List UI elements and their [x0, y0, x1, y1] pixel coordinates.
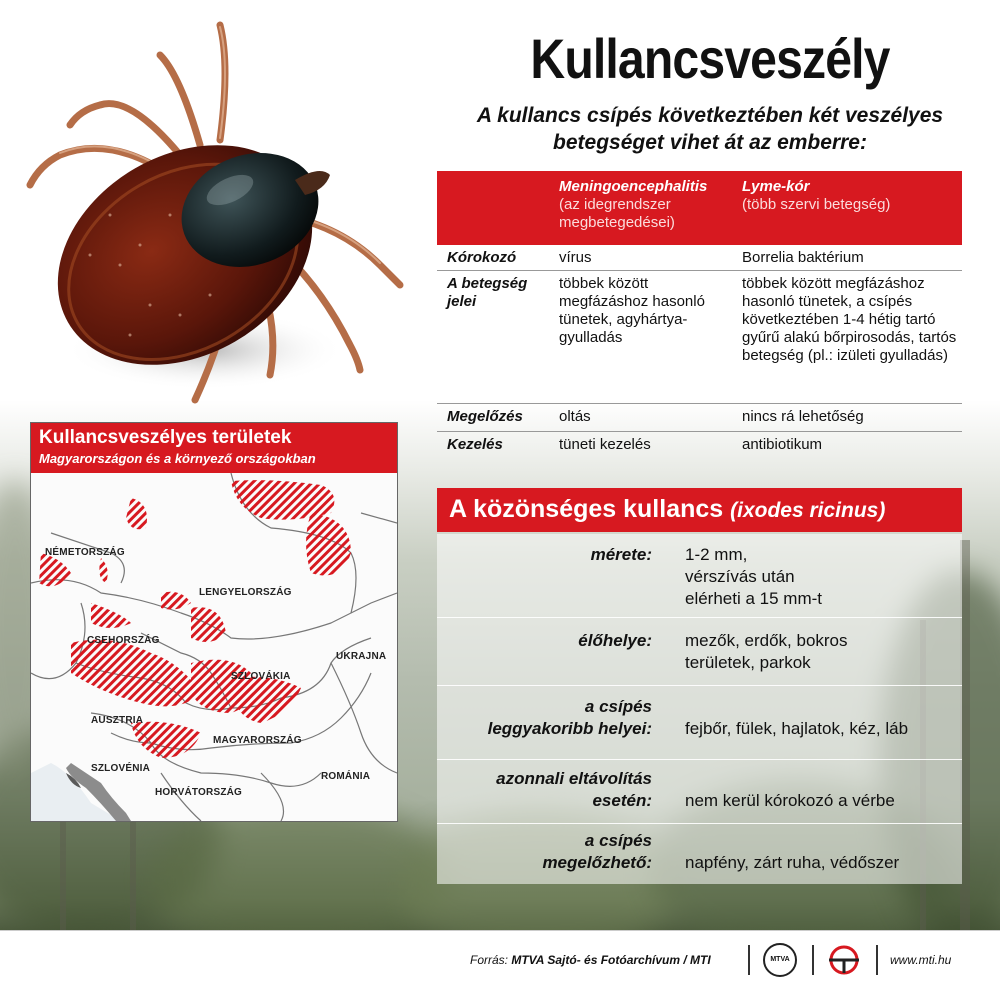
page-subtitle [430, 102, 990, 156]
map-title: Kullancsveszélyes területek [39, 427, 292, 448]
lyme-title: Lyme-kór [742, 178, 810, 195]
table-row [437, 271, 962, 404]
fact-value: napfény, zárt ruha, védőszer [685, 853, 900, 872]
label-poland: LENGYELORSZÁG [199, 587, 292, 598]
header-lyme [742, 178, 957, 214]
disease-table-header [437, 171, 962, 245]
footer-divider [748, 945, 750, 975]
label-czechia: CSEHORSZÁG [87, 635, 160, 646]
meningo-title: Meningoencephalitis [559, 178, 708, 195]
source-credit [470, 953, 711, 967]
mti-logo-icon [827, 943, 861, 977]
header-meningo [559, 178, 734, 232]
footer-url: www.mti.hu [890, 953, 952, 967]
common-title-text: A közönséges kullancs [449, 495, 724, 523]
table-row [437, 245, 962, 271]
common-latin-name: (ixodes ricinus) [730, 499, 886, 522]
label-germany: NÉMETORSZÁG [45, 547, 125, 558]
risk-map-panel [30, 422, 398, 822]
label-romania: ROMÁNIA [321, 771, 371, 782]
tick-illustration [20, 15, 420, 415]
label-croatia: HORVÁTORSZÁG [155, 787, 243, 798]
label-hungary: MAGYARORSZÁG [213, 735, 302, 746]
row-label: Megelőzés [447, 408, 523, 425]
fact-row [437, 686, 962, 760]
fact-row [437, 760, 962, 824]
fact-value: fejbőr, fülek, hajlatok, kéz, láb [685, 719, 909, 738]
mtva-logo-icon: MTVA [763, 943, 797, 977]
row-value-lyme: többek között megfázáshoz hasonló tünetek, a csípés következtében 1-4 hétig tartó gyűrű alakú bőrpirosodás, tartós betegség (pl.: izületi gyulladás) [742, 275, 957, 364]
row-value-meningo: tüneti kezelés [559, 436, 651, 453]
fact-row [437, 618, 962, 686]
fact-value: 1-2 mm, vérszívás után elérheti a 15 mm-t [685, 545, 822, 608]
table-row [437, 404, 962, 432]
fact-key: mérete: [590, 545, 652, 564]
lyme-subtitle: (több szervi betegség) [742, 196, 891, 213]
label-slovenia: SZLOVÉNIA [91, 763, 151, 774]
label-austria: AUSZTRIA [91, 715, 144, 726]
source-prefix: Forrás: [470, 953, 509, 967]
source-name: MTVA Sajtó- és Fotóarchívum / MTI [511, 953, 711, 967]
fact-row [437, 824, 962, 884]
footer [0, 930, 1000, 985]
row-value-meningo: többek között megfázáshoz hasonló tünetek, agyhártya-gyulladás [559, 275, 705, 346]
subtitle-line-1: A kullancs csípés következtében két veszélyes [476, 104, 944, 127]
row-label: Kórokozó [447, 249, 517, 266]
fact-key: azonnali eltávolítás esetén: [496, 769, 652, 810]
page-title: Kullancsveszély [530, 27, 890, 90]
table-row [437, 432, 962, 460]
row-value-lyme: antibiotikum [742, 436, 823, 453]
map-subtitle: Magyarországon és a környező országokban [39, 451, 316, 466]
row-value-meningo: vírus [559, 249, 592, 266]
fact-value: mezők, erdők, bokros területek, parkok [685, 631, 848, 672]
footer-divider [812, 945, 814, 975]
common-tick-header [437, 488, 962, 532]
label-slovakia: SZLOVÁKIA [231, 671, 291, 682]
map-header [31, 423, 397, 473]
subtitle-line-2: betegséget vihet át az emberre: [553, 131, 867, 154]
footer-divider [876, 945, 878, 975]
disease-table [437, 171, 962, 460]
fact-key: élőhelye: [578, 631, 652, 650]
row-value-meningo: oltás [559, 408, 591, 425]
fact-key: a csípés megelőzhető: [542, 831, 652, 872]
row-label: Kezelés [447, 436, 503, 453]
row-value-lyme: Borrelia baktérium [742, 249, 864, 266]
common-tick-table [437, 534, 962, 884]
fact-key: a csípés leggyakoribb helyei: [487, 697, 652, 738]
row-label: A betegség jelei [447, 275, 528, 310]
label-ukraine: UKRAJNA [336, 651, 387, 662]
common-tick-title [449, 495, 885, 524]
row-value-lyme: nincs rá lehetőség [742, 408, 864, 425]
risk-map [31, 473, 397, 821]
fact-row [437, 534, 962, 618]
fact-value: nem kerül kórokozó a vérbe [685, 791, 895, 810]
meningo-subtitle: (az idegrendszer megbetegedései) [559, 196, 675, 231]
